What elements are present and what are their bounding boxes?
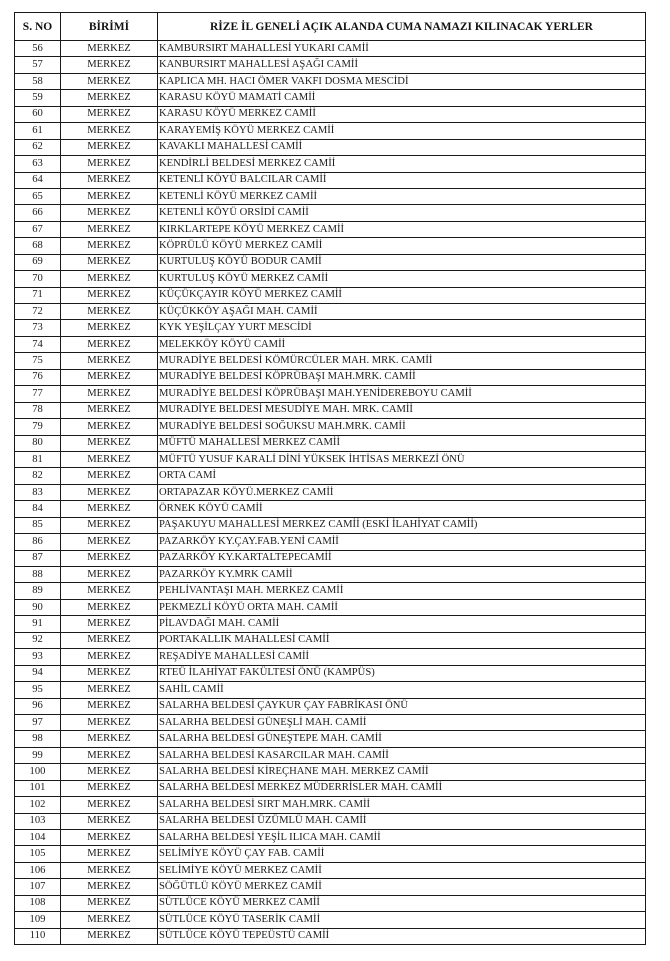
row-unit: MERKEZ xyxy=(61,632,158,648)
row-unit: MERKEZ xyxy=(61,304,158,320)
row-unit: MERKEZ xyxy=(61,90,158,106)
row-place: SALARHA BELDESİ KİREÇHANE MAH. MERKEZ CAMİİ xyxy=(158,764,646,780)
table-row xyxy=(15,928,646,944)
row-unit: MERKEZ xyxy=(61,665,158,681)
table-row xyxy=(15,649,646,665)
table-row xyxy=(15,205,646,221)
row-unit: MERKEZ xyxy=(61,517,158,533)
table-row xyxy=(15,501,646,517)
table-row xyxy=(15,402,646,418)
row-place: PEKMEZLİ KÖYÜ ORTA MAH. CAMİİ xyxy=(158,599,646,615)
row-serial-no: 76 xyxy=(15,369,61,385)
row-serial-no: 99 xyxy=(15,747,61,763)
row-unit: MERKEZ xyxy=(61,369,158,385)
table-row xyxy=(15,616,646,632)
table-row xyxy=(15,353,646,369)
row-place: PAZARKÖY KY.MRK CAMİİ xyxy=(158,567,646,583)
table-row xyxy=(15,188,646,204)
row-serial-no: 73 xyxy=(15,320,61,336)
row-serial-no: 58 xyxy=(15,73,61,89)
row-serial-no: 108 xyxy=(15,895,61,911)
row-unit: MERKEZ xyxy=(61,780,158,796)
row-unit: MERKEZ xyxy=(61,353,158,369)
row-serial-no: 89 xyxy=(15,583,61,599)
row-unit: MERKEZ xyxy=(61,172,158,188)
row-place: MURADİYE BELDESİ KÖPRÜBAŞI MAH.MRK. CAMİİ xyxy=(158,369,646,385)
row-unit: MERKEZ xyxy=(61,254,158,270)
row-serial-no: 69 xyxy=(15,254,61,270)
row-place: SALARHA BELDESİ ÜZÜMLÜ MAH. CAMİİ xyxy=(158,813,646,829)
row-serial-no: 75 xyxy=(15,353,61,369)
row-unit: MERKEZ xyxy=(61,895,158,911)
row-place: SALARHA BELDESİ GÜNEŞTEPE MAH. CAMİİ xyxy=(158,731,646,747)
row-unit: MERKEZ xyxy=(61,41,158,57)
table-row xyxy=(15,731,646,747)
table-row xyxy=(15,238,646,254)
row-place: MÜFTÜ MAHALLESİ MERKEZ CAMİİ xyxy=(158,435,646,451)
row-serial-no: 94 xyxy=(15,665,61,681)
row-place: KARAYEMİŞ KÖYÜ MERKEZ CAMİİ xyxy=(158,123,646,139)
table-row xyxy=(15,172,646,188)
row-serial-no: 85 xyxy=(15,517,61,533)
table-row xyxy=(15,41,646,57)
table-header-row xyxy=(15,13,646,41)
row-serial-no: 88 xyxy=(15,567,61,583)
row-serial-no: 71 xyxy=(15,287,61,303)
row-place: KETENLİ KÖYÜ ORSİDİ CAMİİ xyxy=(158,205,646,221)
row-serial-no: 109 xyxy=(15,912,61,928)
row-serial-no: 101 xyxy=(15,780,61,796)
table-row xyxy=(15,123,646,139)
row-serial-no: 106 xyxy=(15,862,61,878)
row-unit: MERKEZ xyxy=(61,188,158,204)
row-unit: MERKEZ xyxy=(61,846,158,862)
row-unit: MERKEZ xyxy=(61,106,158,122)
row-unit: MERKEZ xyxy=(61,583,158,599)
row-place: KAPLICA MH. HACI ÖMER VAKFI DOSMA MESCİDİ xyxy=(158,73,646,89)
row-unit: MERKEZ xyxy=(61,550,158,566)
row-unit: MERKEZ xyxy=(61,419,158,435)
row-serial-no: 82 xyxy=(15,468,61,484)
row-serial-no: 83 xyxy=(15,484,61,500)
row-unit: MERKEZ xyxy=(61,599,158,615)
table-row xyxy=(15,780,646,796)
row-place: ORTA CAMİ xyxy=(158,468,646,484)
row-unit: MERKEZ xyxy=(61,336,158,352)
table-row xyxy=(15,435,646,451)
row-unit: MERKEZ xyxy=(61,287,158,303)
row-serial-no: 74 xyxy=(15,336,61,352)
table-row xyxy=(15,912,646,928)
table-row xyxy=(15,567,646,583)
row-unit: MERKEZ xyxy=(61,156,158,172)
row-unit: MERKEZ xyxy=(61,567,158,583)
row-serial-no: 86 xyxy=(15,534,61,550)
row-serial-no: 105 xyxy=(15,846,61,862)
row-place: MURADİYE BELDESİ MESUDİYE MAH. MRK. CAMİİ xyxy=(158,402,646,418)
row-unit: MERKEZ xyxy=(61,797,158,813)
row-place: PEHLİVANTAŞI MAH. MERKEZ CAMİİ xyxy=(158,583,646,599)
row-serial-no: 93 xyxy=(15,649,61,665)
table-row xyxy=(15,221,646,237)
row-unit: MERKEZ xyxy=(61,402,158,418)
row-place: SALARHA BELDESİ ÇAYKUR ÇAY FABRİKASI ÖNÜ xyxy=(158,698,646,714)
row-serial-no: 77 xyxy=(15,386,61,402)
table-row xyxy=(15,599,646,615)
row-unit: MERKEZ xyxy=(61,714,158,730)
row-unit: MERKEZ xyxy=(61,205,158,221)
row-serial-no: 63 xyxy=(15,156,61,172)
table-row xyxy=(15,254,646,270)
row-place: REŞADİYE MAHALLESİ CAMİİ xyxy=(158,649,646,665)
row-serial-no: 56 xyxy=(15,41,61,57)
table-row xyxy=(15,73,646,89)
row-place: KÜÇÜKKÖY AŞAĞI MAH. CAMİİ xyxy=(158,304,646,320)
table-row xyxy=(15,862,646,878)
row-place: KIRKLARTEPE KÖYÜ MERKEZ CAMİİ xyxy=(158,221,646,237)
row-serial-no: 103 xyxy=(15,813,61,829)
row-place: KETENLİ KÖYÜ BALCILAR CAMİİ xyxy=(158,172,646,188)
row-place: SÖĞÜTLÜ KÖYÜ MERKEZ CAMİİ xyxy=(158,879,646,895)
row-serial-no: 67 xyxy=(15,221,61,237)
row-serial-no: 61 xyxy=(15,123,61,139)
row-unit: MERKEZ xyxy=(61,862,158,878)
row-place: KENDİRLİ BELDESİ MERKEZ CAMİİ xyxy=(158,156,646,172)
row-serial-no: 97 xyxy=(15,714,61,730)
row-place: SALARHA BELDESİ YEŞİL ILICA MAH. CAMİİ xyxy=(158,830,646,846)
row-serial-no: 87 xyxy=(15,550,61,566)
row-serial-no: 96 xyxy=(15,698,61,714)
row-unit: MERKEZ xyxy=(61,682,158,698)
row-serial-no: 64 xyxy=(15,172,61,188)
row-serial-no: 70 xyxy=(15,271,61,287)
row-serial-no: 95 xyxy=(15,682,61,698)
header-unit: BİRİMİ xyxy=(61,13,158,41)
table-body xyxy=(15,41,646,945)
table-row xyxy=(15,468,646,484)
row-serial-no: 98 xyxy=(15,731,61,747)
row-serial-no: 66 xyxy=(15,205,61,221)
table-row xyxy=(15,830,646,846)
row-serial-no: 92 xyxy=(15,632,61,648)
row-place: KÖPRÜLÜ KÖYÜ MERKEZ CAMİİ xyxy=(158,238,646,254)
row-unit: MERKEZ xyxy=(61,830,158,846)
row-unit: MERKEZ xyxy=(61,320,158,336)
row-serial-no: 91 xyxy=(15,616,61,632)
table-row xyxy=(15,682,646,698)
table-row xyxy=(15,813,646,829)
table-row xyxy=(15,747,646,763)
row-place: RTEÜ İLAHİYAT FAKÜLTESİ ÖNÜ (KAMPÜS) xyxy=(158,665,646,681)
table-row xyxy=(15,484,646,500)
row-unit: MERKEZ xyxy=(61,451,158,467)
row-unit: MERKEZ xyxy=(61,386,158,402)
header-places: RİZE İL GENELİ AÇIK ALANDA CUMA NAMAZI KILINACAK YERLER xyxy=(158,13,646,41)
row-place: KARASU KÖYÜ MERKEZ CAMİİ xyxy=(158,106,646,122)
table-row xyxy=(15,665,646,681)
row-unit: MERKEZ xyxy=(61,501,158,517)
table-row xyxy=(15,698,646,714)
row-place: PAZARKÖY KY.KARTALTEPECAMİİ xyxy=(158,550,646,566)
row-place: KETENLİ KÖYÜ MERKEZ CAMİİ xyxy=(158,188,646,204)
table-row xyxy=(15,550,646,566)
table-row xyxy=(15,534,646,550)
table-row xyxy=(15,336,646,352)
row-place: SALARHA BELDESİ MERKEZ MÜDERRİSLER MAH. CAMİİ xyxy=(158,780,646,796)
table-row xyxy=(15,90,646,106)
row-place: KURTULUŞ KÖYÜ BODUR CAMİİ xyxy=(158,254,646,270)
row-place: MELEKKÖY KÖYÜ CAMİİ xyxy=(158,336,646,352)
row-unit: MERKEZ xyxy=(61,484,158,500)
row-place: MURADİYE BELDESİ KÖPRÜBAŞI MAH.YENİDEREBOYU CAMİİ xyxy=(158,386,646,402)
table-row xyxy=(15,156,646,172)
row-unit: MERKEZ xyxy=(61,928,158,944)
table-row xyxy=(15,797,646,813)
row-place: SALARHA BELDESİ SIRT MAH.MRK. CAMİİ xyxy=(158,797,646,813)
row-serial-no: 68 xyxy=(15,238,61,254)
row-unit: MERKEZ xyxy=(61,747,158,763)
row-unit: MERKEZ xyxy=(61,271,158,287)
row-serial-no: 102 xyxy=(15,797,61,813)
table-row xyxy=(15,304,646,320)
row-place: SALARHA BELDESİ GÜNEŞLİ MAH. CAMİİ xyxy=(158,714,646,730)
row-place: KAMBURSIRT MAHALLESİ YUKARI CAMİİ xyxy=(158,41,646,57)
table-row xyxy=(15,386,646,402)
table-row xyxy=(15,320,646,336)
row-serial-no: 100 xyxy=(15,764,61,780)
row-serial-no: 72 xyxy=(15,304,61,320)
row-place: SELİMİYE KÖYÜ MERKEZ CAMİİ xyxy=(158,862,646,878)
row-place: MURADİYE BELDESİ KÖMÜRCÜLER MAH. MRK. CAMİİ xyxy=(158,353,646,369)
row-place: PAŞAKUYU MAHALLESİ MERKEZ CAMİİ (ESKİ İLAHİYAT CAMİİ) xyxy=(158,517,646,533)
row-place: ORTAPAZAR KÖYÜ.MERKEZ CAMİİ xyxy=(158,484,646,500)
row-serial-no: 104 xyxy=(15,830,61,846)
table-row xyxy=(15,879,646,895)
row-unit: MERKEZ xyxy=(61,73,158,89)
row-place: MURADİYE BELDESİ SOĞUKSU MAH.MRK. CAMİİ xyxy=(158,419,646,435)
row-serial-no: 90 xyxy=(15,599,61,615)
table-row xyxy=(15,287,646,303)
row-serial-no: 79 xyxy=(15,419,61,435)
table-row xyxy=(15,451,646,467)
friday-prayer-locations-table xyxy=(14,12,646,945)
row-unit: MERKEZ xyxy=(61,238,158,254)
row-place: PAZARKÖY KY.ÇAY.FAB.YENİ CAMİİ xyxy=(158,534,646,550)
row-place: ÖRNEK KÖYÜ CAMİİ xyxy=(158,501,646,517)
header-serial-no: S. NO xyxy=(15,13,61,41)
row-place: KÜÇÜKÇAYIR KÖYÜ MERKEZ CAMİİ xyxy=(158,287,646,303)
row-unit: MERKEZ xyxy=(61,139,158,155)
row-unit: MERKEZ xyxy=(61,534,158,550)
row-serial-no: 62 xyxy=(15,139,61,155)
row-place: SÜTLÜCE KÖYÜ MERKEZ CAMİİ xyxy=(158,895,646,911)
row-place: MÜFTÜ YUSUF KARALİ DİNİ YÜKSEK İHTİSAS MERKEZİ ÖNÜ xyxy=(158,451,646,467)
row-serial-no: 110 xyxy=(15,928,61,944)
row-unit: MERKEZ xyxy=(61,123,158,139)
row-place: KYK YEŞİLÇAY YURT MESCİDİ xyxy=(158,320,646,336)
table-row xyxy=(15,583,646,599)
row-place: KANBURSIRT MAHALLESİ AŞAĞI CAMİİ xyxy=(158,57,646,73)
table-row xyxy=(15,139,646,155)
row-place: KURTULUŞ KÖYÜ MERKEZ CAMİİ xyxy=(158,271,646,287)
row-unit: MERKEZ xyxy=(61,731,158,747)
row-unit: MERKEZ xyxy=(61,879,158,895)
row-place: SÜTLÜCE KÖYÜ TASERİK CAMİİ xyxy=(158,912,646,928)
row-place: KAVAKLI MAHALLESİ CAMİİ xyxy=(158,139,646,155)
row-serial-no: 80 xyxy=(15,435,61,451)
table-row xyxy=(15,271,646,287)
table-row xyxy=(15,517,646,533)
row-unit: MERKEZ xyxy=(61,764,158,780)
row-serial-no: 107 xyxy=(15,879,61,895)
table-row xyxy=(15,764,646,780)
row-serial-no: 81 xyxy=(15,451,61,467)
table-row xyxy=(15,632,646,648)
table-row xyxy=(15,895,646,911)
row-place: KARASU KÖYÜ MAMATİ CAMİİ xyxy=(158,90,646,106)
table-row xyxy=(15,714,646,730)
row-unit: MERKEZ xyxy=(61,649,158,665)
row-unit: MERKEZ xyxy=(61,221,158,237)
table-row xyxy=(15,369,646,385)
row-unit: MERKEZ xyxy=(61,468,158,484)
row-serial-no: 59 xyxy=(15,90,61,106)
row-serial-no: 57 xyxy=(15,57,61,73)
row-serial-no: 84 xyxy=(15,501,61,517)
row-serial-no: 78 xyxy=(15,402,61,418)
row-place: PİLAVDAĞI MAH. CAMİİ xyxy=(158,616,646,632)
row-serial-no: 60 xyxy=(15,106,61,122)
row-unit: MERKEZ xyxy=(61,698,158,714)
row-place: SALARHA BELDESİ KASARCILAR MAH. CAMİİ xyxy=(158,747,646,763)
row-place: SELİMİYE KÖYÜ ÇAY FAB. CAMİİ xyxy=(158,846,646,862)
row-serial-no: 65 xyxy=(15,188,61,204)
row-unit: MERKEZ xyxy=(61,912,158,928)
table-row xyxy=(15,419,646,435)
row-unit: MERKEZ xyxy=(61,813,158,829)
row-unit: MERKEZ xyxy=(61,616,158,632)
table-row xyxy=(15,57,646,73)
table-row xyxy=(15,106,646,122)
row-place: SAHİL CAMİİ xyxy=(158,682,646,698)
row-place: PORTAKALLIK MAHALLESİ CAMİİ xyxy=(158,632,646,648)
row-unit: MERKEZ xyxy=(61,435,158,451)
table-row xyxy=(15,846,646,862)
row-place: SÜTLÜCE KÖYÜ TEPEÜSTÜ CAMİİ xyxy=(158,928,646,944)
row-unit: MERKEZ xyxy=(61,57,158,73)
